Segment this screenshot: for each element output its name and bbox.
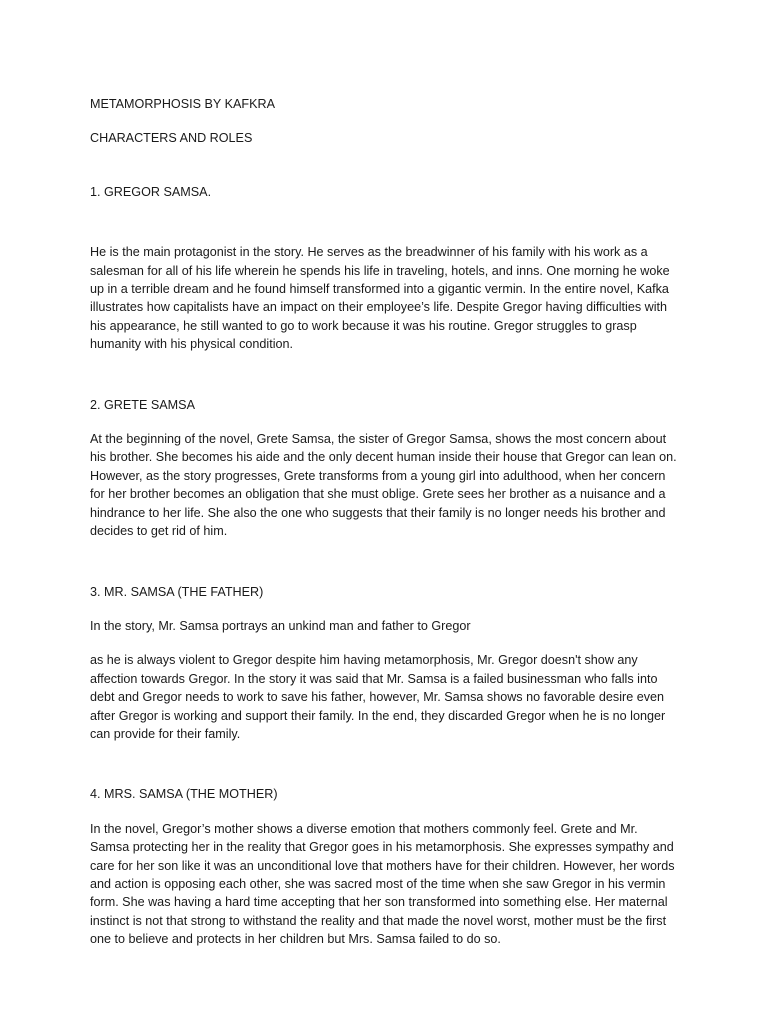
spacer bbox=[90, 414, 680, 430]
spacer bbox=[90, 201, 680, 243]
section-paragraph-grete: At the beginning of the novel, Grete Samsa, the sister of Gregor Samsa, shows the most concern about his brother. She becomes his aide and the only decent human inside their house that Gregor can lean on. However, as the story progresses, Grete transforms from a young girl into adulthood, when her concern for her brother becomes an obligation that she must oblige. Grete sees her brother as a nuisance and a hindrance to her life. She also the one who suggests that their family is no longer needs his brother and decides to get rid of him. bbox=[90, 432, 677, 539]
document-subtitle: CHARACTERS AND ROLES bbox=[90, 131, 253, 146]
section-paragraph-gregor: He is the main protagonist in the story. He serves as the breadwinner of his family with his work as a salesman for all of his life wherein he spends his life in traveling, hotels, and inns. One morning he woke up in a terrible dream and he found himself transformed into a gigantic vermin. In the entire novel, Kafka illustrates how capitalists have an impact on their employee’s life. Despite Gregor having difficulties with his appearance, he still wanted to go to work because it was his routine. Gregor struggles to grasp humanity with his physical condition. bbox=[90, 245, 670, 352]
document-title: METAMORPHOSIS BY KAFKRA bbox=[90, 97, 275, 111]
section-heading-mr-samsa: 3. MR. SAMSA (THE FATHER) bbox=[90, 584, 264, 599]
section-paragraph-mr-samsa-intro: In the story, Mr. Samsa portrays an unkind man and father to Gregor bbox=[90, 618, 471, 633]
section-heading-mrs-samsa: 4. MRS. SAMSA (THE MOTHER) bbox=[90, 787, 278, 802]
spacer bbox=[90, 743, 680, 785]
section-paragraph-mrs-samsa: In the novel, Gregor’s mother shows a diverse emotion that mothers commonly feel. Grete and Mr. Samsa protecting her in the reality that Gregor goes in his metamorphosis. She expresses sympathy and care for her son like it was an unconditional love that mothers have for their children. However, her words and action is opposing each other, she was sacred most of the time when she saw Gregor in his vermin form. She was having a hard time accepting that her son transformed into something else. Her maternal instinct is not that strong to withstand the reality and that made the novel worst, mother must be the first one to believe and protects in her children but Mrs. Samsa failed to do so. bbox=[90, 821, 675, 947]
spacer bbox=[90, 148, 680, 183]
section-heading-grete: 2. GRETE SAMSA bbox=[90, 397, 195, 412]
section-heading-gregor: 1. GREGOR SAMSA. bbox=[90, 184, 212, 199]
spacer bbox=[90, 635, 680, 651]
spacer bbox=[90, 354, 680, 396]
document-page bbox=[90, 95, 680, 949]
spacer bbox=[90, 601, 680, 617]
section-paragraph-mr-samsa: as he is always violent to Gregor despite him having metamorphosis, Mr. Gregor doesn't show any affection towards Gregor. In the story it was said that Mr. Samsa is a failed businessman who falls into debt and Gregor needs to work to save his father, however, Mr. Samsa shows no favorable desire even after Gregor is working and support their family. In the end, they discarded Gregor when he is no longer can provide for their family. bbox=[90, 653, 666, 741]
spacer bbox=[90, 113, 680, 129]
spacer bbox=[90, 804, 680, 820]
spacer bbox=[90, 541, 680, 583]
